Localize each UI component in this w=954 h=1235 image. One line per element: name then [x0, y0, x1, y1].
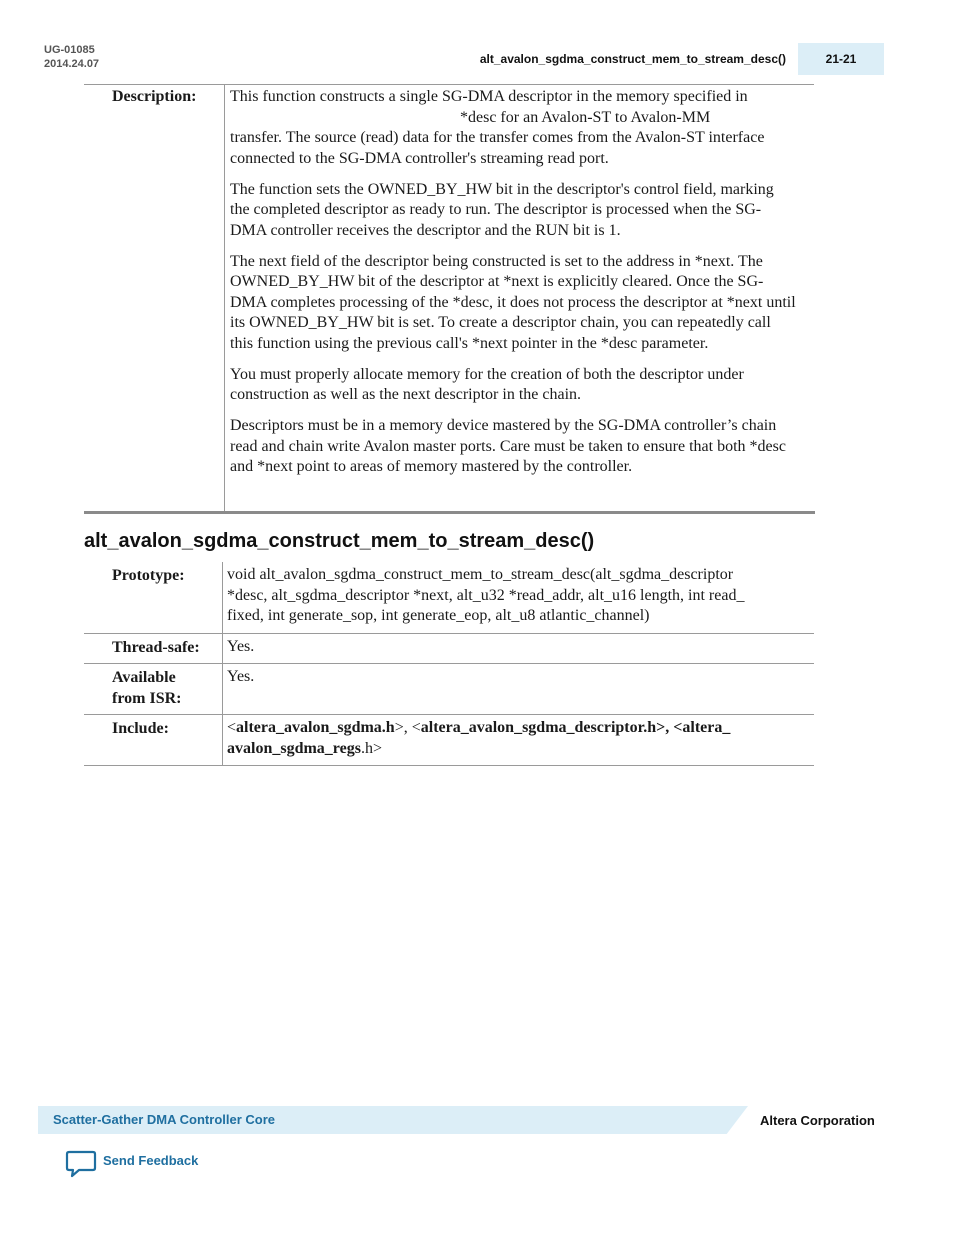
isr-label-line-2: from ISR:: [112, 689, 182, 707]
include-header-3-part-b: avalon_sgdma_regs: [227, 739, 361, 757]
include-label: Include:: [112, 720, 169, 737]
thread-safe-value: Yes.: [222, 634, 814, 664]
description-p1-rest: transfer. The source (read) data for the transfer comes from the Avalon-ST interface connected to the SG-DMA controller's streaming read port.: [230, 129, 765, 167]
prototype-line-1: void alt_avalon_sgdma_construct_mem_to_stream_desc(alt_sgdma_descriptor: [227, 566, 734, 583]
include-header-1: altera_avalon_sgdma.h: [236, 719, 395, 736]
prototype-line-2: *desc, alt_sgdma_descriptor *next, alt_u32 *read_addr, alt_u16 length, int read_: [227, 586, 745, 604]
table-row-available-from-isr: [84, 664, 814, 715]
description-paragraph-4: You must properly allocate memory for the creation of both the descriptor under construction as well as the next descriptor in the chain.: [230, 365, 744, 403]
table-row-thread-safe: [84, 634, 814, 665]
page-number-box: [798, 43, 884, 75]
prototype-value: [222, 562, 814, 633]
feedback-icon[interactable]: [65, 1150, 97, 1178]
isr-label-line-1: Available: [112, 669, 176, 686]
prototype-label: Prototype:: [112, 567, 185, 584]
include-line-2: avalon_sgdma_regs.h>: [227, 739, 382, 757]
description-p1-line2: *desc for an Avalon-ST to Avalon-MM: [460, 108, 711, 126]
table-row-include: [84, 715, 814, 766]
available-from-isr-value: Yes.: [222, 664, 814, 714]
description-paragraph-1: [230, 87, 796, 169]
available-from-isr-label: [112, 668, 216, 709]
include-header-3-part-a: altera_: [682, 719, 731, 736]
description-paragraph-3: The next field of the descriptor being constructed is set to the address in *next. The OWNED_BY_HW bit of the descriptor at *next is explicitly cleared. Once the SG-DMA completes processing of the *desc, it does not process the descriptor at *next until its OWNED_BY_HW bit is set. To create a descriptor chain, you can repeatedly call this function using the previous call's *next pointer in the *desc parameter.: [230, 252, 796, 352]
running-header-title: alt_avalon_sgdma_construct_mem_to_stream_desc(): [479, 52, 786, 66]
prototype-line-3: fixed, int generate_sop, int generate_eop, alt_u8 atlantic_channel): [227, 607, 650, 624]
description-paragraph-5: Descriptors must be in a memory device mastered by the SG-DMA controller’s chain read and chain write Avalon master ports. Care must be taken to ensure that both *desc and *next point to areas of memory mastered by the controller.: [230, 417, 786, 475]
description-p1-line1: This function constructs a single SG-DMA descriptor in the memory specified in: [230, 88, 748, 105]
description-table-bottom-rule: [84, 511, 815, 514]
function-table: [84, 562, 814, 766]
description-body: [230, 87, 796, 488]
include-line-1: <altera_avalon_sgdma.h>, <altera_avalon_sgdma_descriptor.h>, <altera_: [227, 719, 731, 736]
footer-company: Altera Corporation: [760, 1113, 875, 1128]
thread-safe-label: Thread-safe:: [112, 638, 200, 656]
send-feedback-link[interactable]: Send Feedback: [103, 1153, 199, 1168]
include-header-3-part-c: .h: [360, 739, 373, 757]
description-column-divider: [224, 84, 225, 512]
include-header-2: altera_avalon_sgdma_descriptor.h: [420, 719, 657, 736]
page-number: 21-21: [825, 52, 857, 66]
table-row-prototype: [84, 562, 814, 634]
description-label: Description:: [112, 88, 197, 105]
doc-date: 2014.24.07: [44, 58, 100, 70]
document-id: [44, 43, 99, 71]
footer-chapter-title: Scatter-Gather DMA Controller Core: [53, 1112, 275, 1127]
section-heading: alt_avalon_sgdma_construct_mem_to_stream_desc(): [84, 530, 595, 552]
include-value: [222, 715, 814, 765]
doc-number: UG-01085: [44, 44, 95, 56]
header-rule: [84, 84, 814, 85]
description-paragraph-2: The function sets the OWNED_BY_HW bit in the descriptor's control field, marking the completed descriptor as ready to run. The descriptor is processed when the SG-DMA controller receives the descriptor and the RUN bit is 1.: [230, 180, 774, 239]
